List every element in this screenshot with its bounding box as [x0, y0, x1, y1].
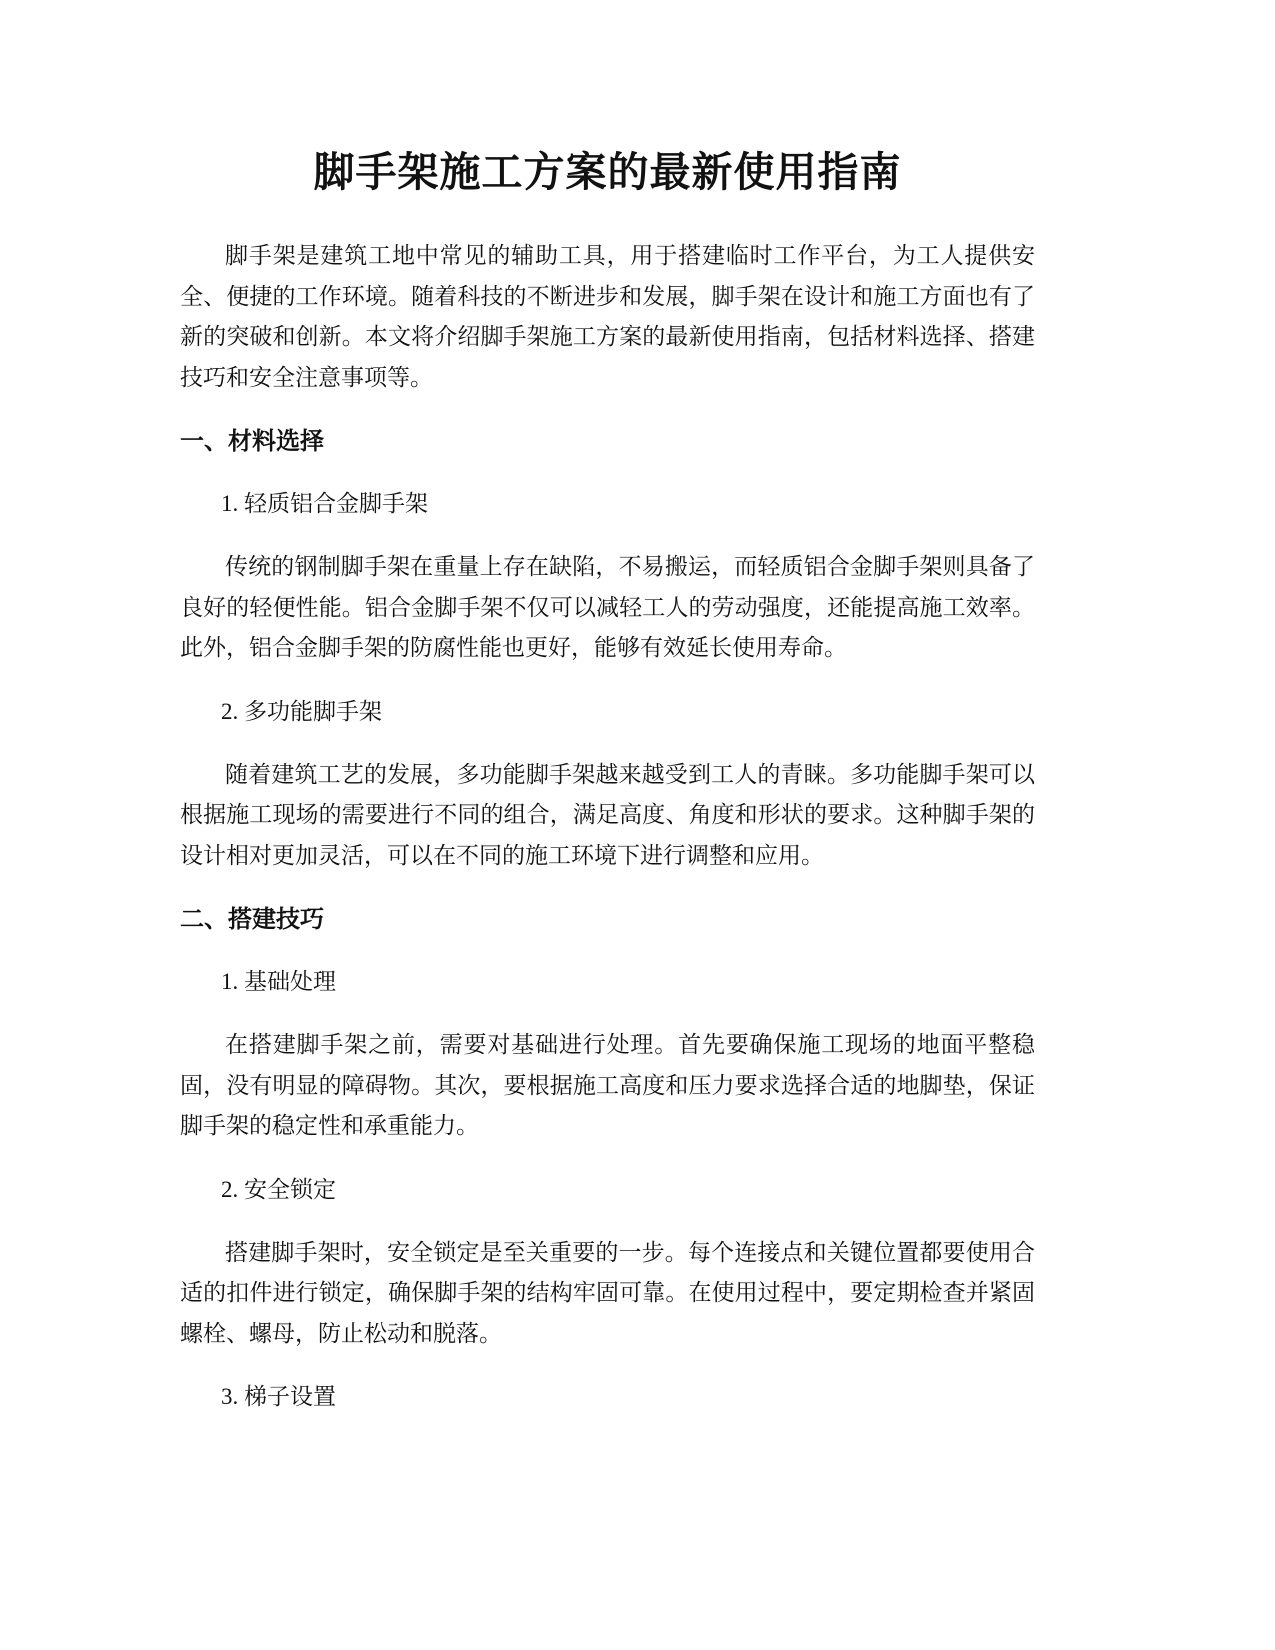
- subheading-multifunction-scaffold: 2. 多功能脚手架: [221, 698, 382, 724]
- subheading-safety-lock: 2. 安全锁定: [221, 1176, 336, 1202]
- subheading-ladder: 3. 梯子设置: [221, 1384, 336, 1409]
- document-title: 脚手架施工方案的最新使用指南: [313, 148, 902, 196]
- section-heading-techniques: 二、搭建技巧: [180, 905, 324, 933]
- document-page: [180, 140, 1035, 1440]
- paragraph-aluminum-scaffold: 传统的钢制脚手架在重量上存在缺陷，不易搬运，而轻质铝合金脚手架则具备了良好的轻便性能。铝合金脚手架不仅可以减轻工人的劳动强度，还能提高施工效率。此外，铝合金脚手架的防腐性能也更好，能够有效延长使用寿命。: [180, 554, 1035, 661]
- paragraph-safety-lock: 搭建脚手架时，安全锁定是至关重要的一步。每个连接点和关键位置都要使用合适的扣件进行锁定，确保脚手架的结构牢固可靠。在使用过程中，要定期检查并紧固螺栓、螺母，防止松动和脱落。: [180, 1239, 1035, 1347]
- intro-paragraph: 脚手架是建筑工地中常见的辅助工具，用于搭建临时工作平台，为工人提供安全、便捷的工作环境。随着科技的不断进步和发展，脚手架在设计和施工方面也有了新的突破和创新。本文将介绍脚手架施工方案的最新使用指南，包括材料选择、搭建技巧和安全注意事项等。: [180, 243, 1035, 391]
- paragraph-multifunction-scaffold: 随着建筑工艺的发展，多功能脚手架越来越受到工人的青睐。多功能脚手架可以根据施工现场的需要进行不同的组合，满足高度、角度和形状的要求。这种脚手架的设计相对更加灵活，可以在不同的施工环境下进行调整和应用。: [180, 761, 1035, 869]
- subheading-aluminum-scaffold: 1. 轻质铝合金脚手架: [221, 491, 428, 516]
- section-heading-materials: 一、材料选择: [180, 427, 324, 455]
- paragraph-foundation: 在搭建脚手架之前，需要对基础进行处理。首先要确保施工现场的地面平整稳固，没有明显的障碍物。其次，要根据施工高度和压力要求选择合适的地脚垫，保证脚手架的稳定性和承重能力。: [180, 1032, 1035, 1139]
- subheading-foundation: 1. 基础处理: [221, 969, 336, 994]
